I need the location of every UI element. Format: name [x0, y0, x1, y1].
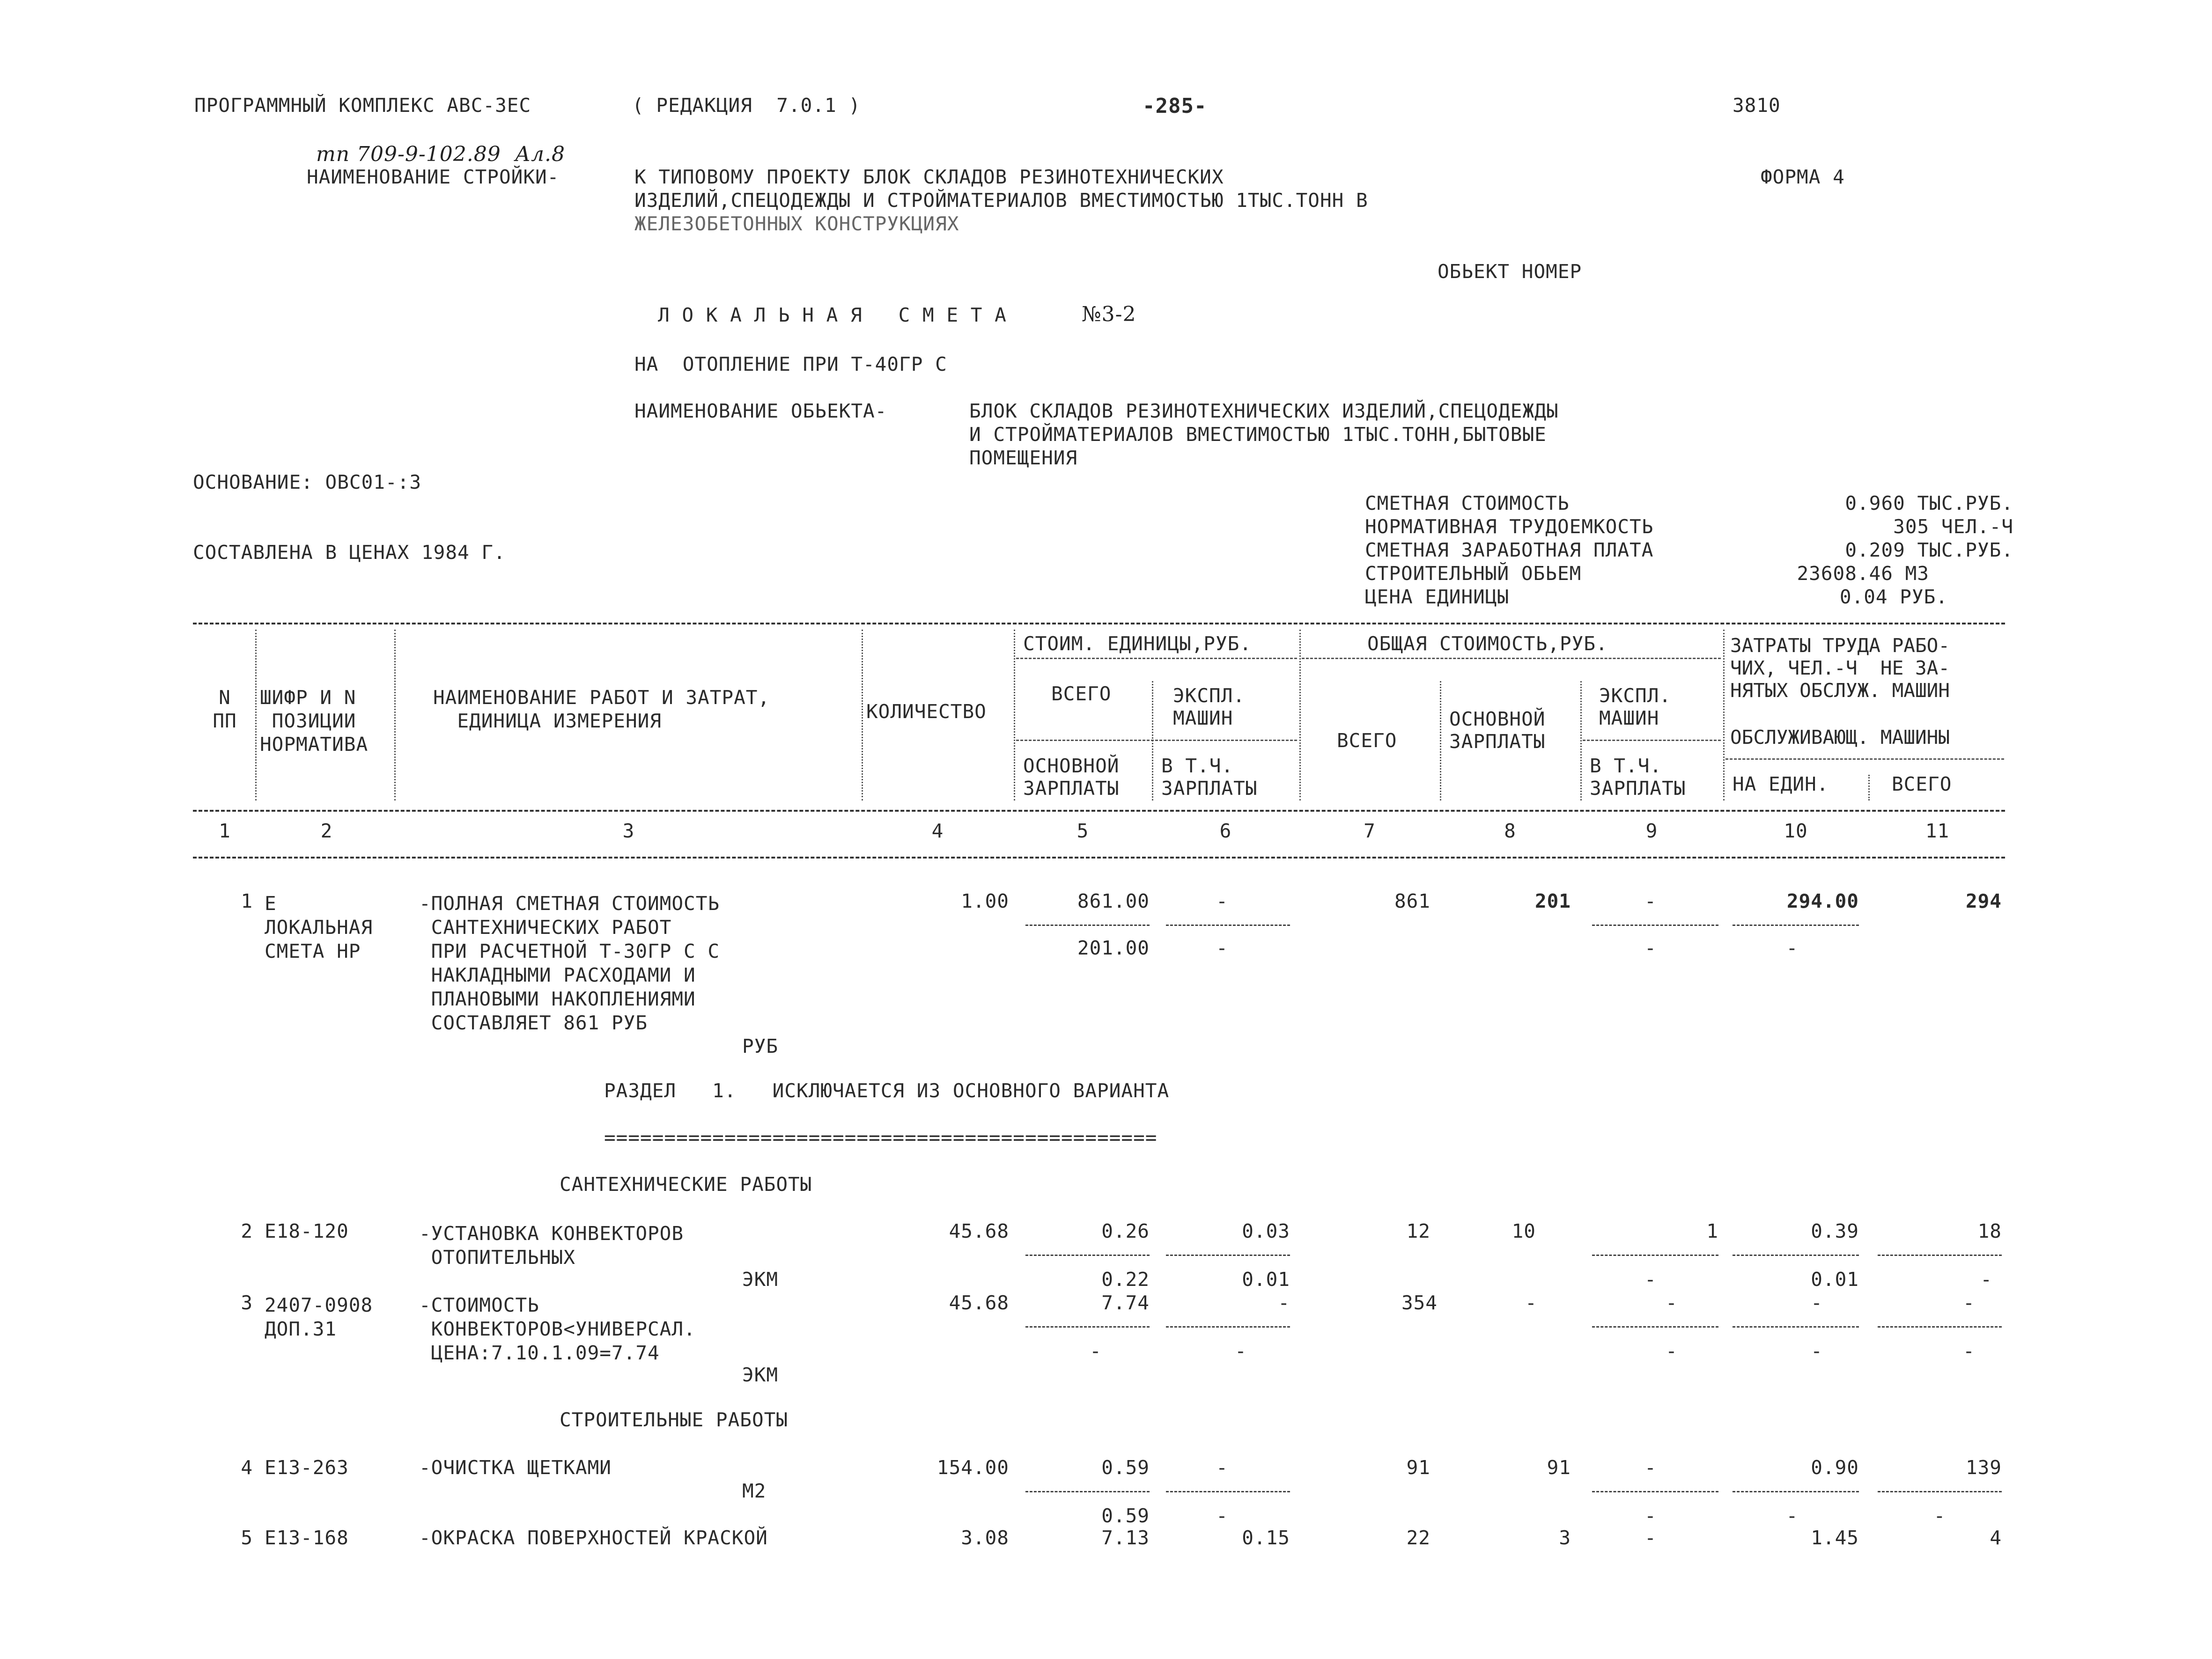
- row-labor-total-machines: -: [1980, 1268, 1992, 1291]
- row-name: -УСТАНОВКА КОНВЕКТОРОВ ОТОПИТЕЛЬНЫХ: [419, 1222, 684, 1269]
- column-header-name: НАИМЕНОВАНИЕ РАБОТ И ЗАТРАТ, ЕДИНИЦА ИЗМЕРЕНИЯ: [433, 686, 770, 732]
- row-unit-total: 7.74: [1101, 1292, 1150, 1314]
- row-number: 5: [241, 1527, 253, 1549]
- row-total-machines: -: [1644, 1456, 1657, 1479]
- row-total-wage: 10: [1512, 1220, 1536, 1242]
- row-labor-total: 18: [1977, 1220, 2002, 1242]
- column-divider: [1868, 775, 1870, 800]
- row-labor-total-machines: -: [1933, 1505, 1946, 1527]
- row-unit-total: 861.00: [1077, 890, 1150, 912]
- row-code: Е ЛОКАЛЬНАЯ СМЕТА НР: [265, 892, 373, 962]
- summary-value: 0.04 РУБ.: [1839, 586, 1948, 608]
- section-rule: ==============================================: [604, 1126, 1158, 1149]
- row-unit-wage: 0.22: [1101, 1268, 1150, 1291]
- construction-line: ЖЕЛЕЗОБЕТОННЫХ КОНСТРУКЦИЯХ: [634, 213, 959, 235]
- summary-label: ЦЕНА ЕДИНИЦЫ: [1365, 586, 1510, 608]
- row-name: -ПОЛНАЯ СМЕТНАЯ СТОИМОСТЬ САНТЕХНИЧЕСКИХ РАБОТ ПРИ РАСЧЕТНОЙ Т-30ГР С С НАКЛАДНЫМИ РАСХОДАМИ И ПЛАНОВЫМИ НАКОПЛЕНИЯМИ СОСТАВЛЯЕТ 861 РУБ: [419, 892, 720, 1034]
- handwritten-reference: тп 709-9-102.89 Ал.8: [316, 142, 566, 166]
- row-unit-incl-wage: -: [1216, 937, 1228, 959]
- row-quantity: 3.08: [961, 1527, 1009, 1549]
- row-quantity: 154.00: [936, 1456, 1009, 1479]
- row-total-incl-wage: -: [1644, 1505, 1657, 1527]
- row-code: 2407-0908 ДОП.31: [265, 1294, 373, 1340]
- row-name: -ОЧИСТКА ЩЕТКАМИ: [419, 1456, 612, 1479]
- cell-rule: [1166, 1491, 1290, 1492]
- column-header-unit-cost: СТОИМ. ЕДИНИЦЫ,РУБ.: [1023, 632, 1252, 655]
- row-labor-machines: -: [1811, 1340, 1823, 1362]
- column-divider: [255, 630, 257, 800]
- form-number: ФОРМА 4: [1761, 166, 1845, 188]
- cell-rule: [1025, 925, 1150, 926]
- row-labor-machines: 0.01: [1811, 1268, 1859, 1291]
- column-number: 4: [931, 820, 944, 842]
- column-header-n: N ПП: [213, 686, 237, 732]
- row-unit-machines: -: [1216, 1456, 1228, 1479]
- cell-rule: [1733, 1326, 1859, 1328]
- row-total-incl-wage: -: [1644, 1268, 1657, 1291]
- column-divider: [1014, 630, 1015, 800]
- row-labor-per-unit: 294.00: [1786, 890, 1859, 912]
- construction-line: ИЗДЕЛИЙ,СПЕЦОДЕЖДЫ И СТРОЙМАТЕРИАЛОВ ВМЕСТИМОСТЬЮ 1ТЫС.ТОНН В: [634, 189, 1368, 212]
- column-divider: [394, 630, 396, 800]
- column-header-code: ШИФР И N ПОЗИЦИИ НОРМАТИВА: [260, 686, 369, 756]
- row-number: 4: [241, 1456, 253, 1479]
- row-quantity: 1.00: [961, 890, 1009, 912]
- cell-rule: [1878, 1491, 2002, 1492]
- cell-rule: [1592, 925, 1718, 926]
- row-unit-machines: 0.15: [1242, 1527, 1290, 1549]
- table-top-rule: [193, 623, 2005, 624]
- column-header-quantity: КОЛИЧЕСТВО: [866, 700, 987, 723]
- row-total-wage: 201: [1534, 890, 1571, 912]
- object-line: ПОМЕЩЕНИЯ: [969, 447, 1078, 469]
- column-header-unit-incl-wage: В Т.Ч. ЗАРПЛАТЫ: [1161, 755, 1258, 800]
- column-header-unit-machines: ЭКСПЛ. МАШИН: [1173, 684, 1246, 729]
- row-unit: РУБ: [742, 1035, 779, 1057]
- row-name: -СТОИМОСТЬ КОНВЕКТОРОВ<УНИВЕРСАЛ. ЦЕНА:7.10.1.09=7.74: [419, 1294, 696, 1364]
- row-total-machines: 1: [1706, 1220, 1718, 1242]
- column-header-total-cost: ОБЩАЯ СТОИМОСТЬ,РУБ.: [1367, 632, 1608, 655]
- row-total-machines: -: [1666, 1292, 1678, 1314]
- row-total-wage: 91: [1547, 1456, 1571, 1479]
- column-header-total-machines: ЭКСПЛ. МАШИН: [1599, 684, 1672, 729]
- column-header-labor-per-unit: НА ЕДИН.: [1733, 773, 1829, 795]
- column-header-total-incl-wage: В Т.Ч. ЗАРПЛАТЫ: [1590, 755, 1686, 800]
- row-labor-per-unit: 0.90: [1811, 1456, 1859, 1479]
- cell-rule: [1878, 1255, 2002, 1256]
- row-unit-machines: -: [1216, 890, 1228, 912]
- row-unit-incl-wage: -: [1235, 1340, 1247, 1362]
- group-title: СТРОИТЕЛЬНЫЕ РАБОТЫ: [560, 1409, 788, 1431]
- row-labor-total: 4: [1990, 1527, 2002, 1549]
- row-total-incl-wage: -: [1666, 1340, 1678, 1362]
- object-number-label: ОБЬЕКТ НОМЕР: [1438, 260, 1582, 283]
- row-labor-total: 139: [1965, 1456, 2002, 1479]
- row-quantity: 45.68: [949, 1220, 1009, 1242]
- price-level: СОСТАВЛЕНА В ЦЕНАХ 1984 Г.: [193, 541, 506, 564]
- row-total-wage: 3: [1559, 1527, 1571, 1549]
- row-code: Е18-120: [265, 1220, 349, 1242]
- cell-rule: [1025, 1255, 1150, 1256]
- header-rule: [1302, 658, 1721, 659]
- row-unit: М2: [742, 1480, 767, 1502]
- column-header-total-all: ВСЕГО: [1337, 729, 1397, 752]
- row-total-wage: -: [1525, 1292, 1537, 1314]
- column-number: 6: [1219, 820, 1232, 842]
- header-rule: [1016, 658, 1297, 659]
- row-name: -ОКРАСКА ПОВЕРХНОСТЕЙ КРАСКОЙ: [419, 1527, 768, 1549]
- cell-rule: [1025, 1491, 1150, 1492]
- column-header-total-wage: ОСНОВНОЙ ЗАРПЛАТЫ: [1449, 708, 1546, 753]
- row-total-machines: -: [1644, 1527, 1657, 1549]
- column-number: 10: [1784, 820, 1808, 842]
- row-unit-total: 0.59: [1101, 1456, 1150, 1479]
- column-number: 1: [219, 820, 231, 842]
- row-unit: ЭКМ: [742, 1364, 779, 1386]
- column-number: 9: [1645, 820, 1658, 842]
- object-line: БЛОК СКЛАДОВ РЕЗИНОТЕХНИЧЕСКИХ ИЗДЕЛИЙ,СПЕЦОДЕЖДЫ: [969, 400, 1559, 422]
- summary-label: СМЕТНАЯ СТОИМОСТЬ: [1365, 492, 1570, 514]
- column-number: 11: [1925, 820, 1950, 842]
- summary-value: 305 ЧЕЛ.-Ч: [1893, 515, 2013, 538]
- summary-value: 0.960 ТЫС.РУБ.: [1845, 492, 2013, 514]
- section-title: РАЗДЕЛ 1. ИСКЛЮЧАЕТСЯ ИЗ ОСНОВНОГО ВАРИАНТА: [604, 1079, 1170, 1102]
- row-total-all: 12: [1406, 1220, 1430, 1242]
- estimate-title: Л О К А Л Ь Н А Я С М Е Т А: [658, 304, 1007, 326]
- row-unit-incl-wage: -: [1216, 1505, 1228, 1527]
- summary-value: 23608.46 М3: [1797, 562, 1929, 585]
- row-number: 3: [241, 1292, 253, 1314]
- column-header-labor-total: ВСЕГО: [1892, 773, 1952, 795]
- row-labor-total: 294: [1965, 890, 2002, 912]
- construction-line: К ТИПОВОМУ ПРОЕКТУ БЛОК СКЛАДОВ РЕЗИНОТЕХНИЧЕСКИХ: [634, 166, 1224, 188]
- row-unit-wage: 0.59: [1101, 1505, 1150, 1527]
- row-code: Е13-168: [265, 1527, 349, 1549]
- cell-rule: [1166, 1255, 1290, 1256]
- column-header-labor-machines: ОБСЛУЖИВАЮЩ. МАШИНЫ: [1730, 726, 1950, 749]
- row-unit-total: 0.26: [1101, 1220, 1150, 1242]
- column-divider: [862, 630, 863, 800]
- page-number: -285-: [1143, 94, 1207, 118]
- numbers-bottom-rule: [193, 857, 2005, 859]
- column-header-labor: ЗАТРАТЫ ТРУДА РАБО- ЧИХ, ЧЕЛ.-Ч НЕ ЗА- НЯТЫХ ОБСЛУЖ. МАШИН: [1730, 634, 1950, 702]
- row-total-machines: -: [1644, 890, 1657, 912]
- cell-rule: [1733, 1255, 1859, 1256]
- basis: ОСНОВАНИЕ: ОВС01-:3: [193, 471, 421, 493]
- column-divider: [1580, 681, 1582, 800]
- row-unit-total: 7.13: [1101, 1527, 1150, 1549]
- row-total-all: 91: [1406, 1456, 1430, 1479]
- summary-label: СТРОИТЕЛЬНЫЙ ОБЬЕМ: [1365, 562, 1582, 585]
- row-labor-per-unit: 1.45: [1811, 1527, 1859, 1549]
- group-title: САНТЕХНИЧЕСКИЕ РАБОТЫ: [560, 1173, 812, 1196]
- row-labor-per-unit: 0.39: [1811, 1220, 1859, 1242]
- column-header-unit-total: ВСЕГО: [1051, 683, 1112, 705]
- row-quantity: 45.68: [949, 1292, 1009, 1314]
- cell-rule: [1733, 925, 1859, 926]
- row-labor-machines: -: [1786, 937, 1799, 959]
- document-code: 3810: [1733, 94, 1781, 117]
- row-number: 1: [241, 890, 253, 912]
- estimate-number: №3-2: [1082, 302, 1136, 326]
- header-rule: [1583, 740, 1721, 741]
- row-unit-machines: 0.03: [1242, 1220, 1290, 1242]
- row-labor-machines: -: [1786, 1505, 1799, 1527]
- row-total-incl-wage: -: [1644, 937, 1657, 959]
- column-number: 8: [1504, 820, 1516, 842]
- cell-rule: [1166, 925, 1290, 926]
- row-total-all: 22: [1406, 1527, 1430, 1549]
- summary-value: 0.209 ТЫС.РУБ.: [1845, 539, 2013, 561]
- object-line: И СТРОЙМАТЕРИАЛОВ ВМЕСТИМОСТЬЮ 1ТЫС.ТОНН,БЫТОВЫЕ: [969, 423, 1547, 446]
- column-number: 5: [1077, 820, 1089, 842]
- edition: ( РЕДАКЦИЯ 7.0.1 ): [632, 94, 861, 117]
- cell-rule: [1733, 1491, 1859, 1492]
- column-number: 7: [1364, 820, 1376, 842]
- row-total-all: 354: [1401, 1292, 1438, 1314]
- row-labor-per-unit: -: [1811, 1292, 1823, 1314]
- summary-label: СМЕТНАЯ ЗАРАБОТНАЯ ПЛАТА: [1365, 539, 1654, 561]
- row-unit-wage: 201.00: [1077, 937, 1150, 959]
- row-unit-machines: -: [1278, 1292, 1290, 1314]
- header-rule: [1725, 758, 2004, 760]
- header-rule: [1016, 740, 1297, 741]
- column-divider: [1299, 630, 1301, 800]
- cell-rule: [1592, 1326, 1718, 1328]
- object-label: НАИМЕНОВАНИЕ ОБЬЕКТА-: [634, 400, 887, 422]
- column-divider: [1440, 681, 1441, 800]
- cell-rule: [1592, 1491, 1718, 1492]
- cell-rule: [1878, 1326, 2002, 1328]
- row-labor-total-machines: -: [1963, 1340, 1975, 1362]
- cell-rule: [1166, 1326, 1290, 1328]
- column-divider: [1723, 630, 1725, 800]
- cell-rule: [1592, 1255, 1718, 1256]
- row-code: Е13-263: [265, 1456, 349, 1479]
- estimate-subject: НА ОТОПЛЕНИЕ ПРИ Т-40ГР С: [634, 353, 947, 375]
- row-number: 2: [241, 1220, 253, 1242]
- header-bottom-rule: [193, 810, 2005, 812]
- program-name: ПРОГРАММНЫЙ КОМПЛЕКС АВС-3ЕС: [194, 94, 531, 117]
- column-number: 3: [622, 820, 635, 842]
- column-number: 2: [320, 820, 333, 842]
- cell-rule: [1025, 1326, 1150, 1328]
- summary-label: НОРМАТИВНАЯ ТРУДОЕМКОСТЬ: [1365, 515, 1654, 538]
- row-unit: ЭКМ: [742, 1268, 779, 1291]
- row-unit-incl-wage: 0.01: [1242, 1268, 1290, 1291]
- row-total-all: 861: [1394, 890, 1430, 912]
- column-header-unit-wage: ОСНОВНОЙ ЗАРПЛАТЫ: [1023, 755, 1120, 800]
- row-unit-wage: -: [1090, 1340, 1102, 1362]
- row-labor-total: -: [1963, 1292, 1975, 1314]
- construction-label: НАИМЕНОВАНИЕ СТРОЙКИ-: [307, 166, 560, 188]
